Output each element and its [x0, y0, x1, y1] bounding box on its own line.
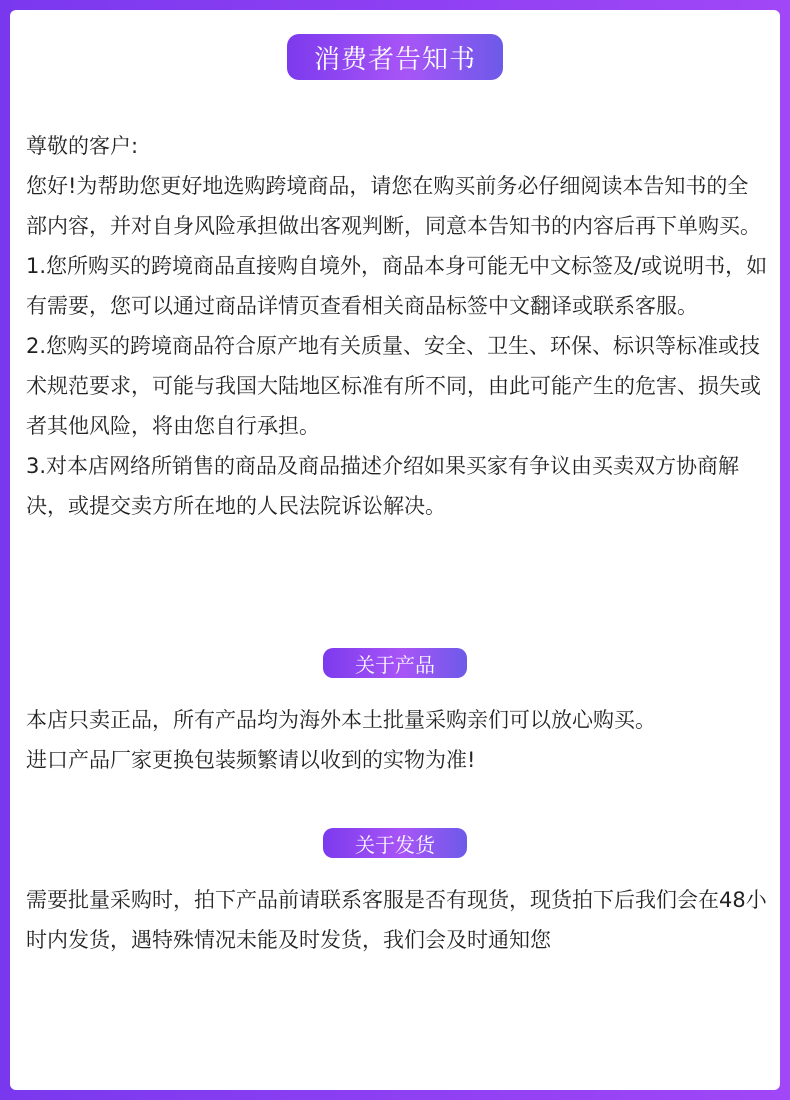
intro-paragraph: 您好!为帮助您更好地选购跨境商品，请您在购买前务必仔细阅读本告知书的全部内容，并对自身风险承担做出客观判断，同意本告知书的内容后再下单购买。 — [26, 174, 761, 238]
notice-item-3: 3.对本店网络所销售的商品及商品描述介绍如果买家有争议由买卖双方协商解决，或提交卖方所在地的人民法院诉讼解决。 — [26, 454, 740, 518]
page-title: 消费者告知书 — [287, 34, 503, 80]
consumer-notice-section — [26, 126, 768, 526]
product-line-2: 进口产品厂家更换包装频繁请以收到的实物为准! — [26, 748, 476, 772]
product-line-1: 本店只卖正品，所有产品均为海外本土批量采购亲们可以放心购买。 — [26, 708, 656, 732]
shipping-section — [26, 880, 768, 960]
notice-item-2: 2.您购买的跨境商品符合原产地有关质量、安全、卫生、环保、标识等标准或技术规范要求，可能与我国大陆地区标准有所不同，由此可能产生的危害、损失或者其他风险，将由您自行承担。 — [26, 334, 761, 438]
shipping-section-title: 关于发货 — [323, 828, 467, 858]
product-section — [26, 700, 768, 780]
product-section-title: 关于产品 — [323, 648, 467, 678]
notice-item-1: 1.您所购买的跨境商品直接购自境外，商品本身可能无中文标签及/或说明书，如有需要，您可以通过商品详情页查看相关商品标签中文翻译或联系客服。 — [26, 254, 768, 318]
greeting: 尊敬的客户: — [26, 134, 139, 158]
shipping-text: 需要批量采购时，拍下产品前请联系客服是否有现货，现货拍下后我们会在48小时内发货，遇特殊情况未能及时发货，我们会及时通知您 — [26, 888, 767, 952]
notice-card — [10, 10, 780, 1090]
